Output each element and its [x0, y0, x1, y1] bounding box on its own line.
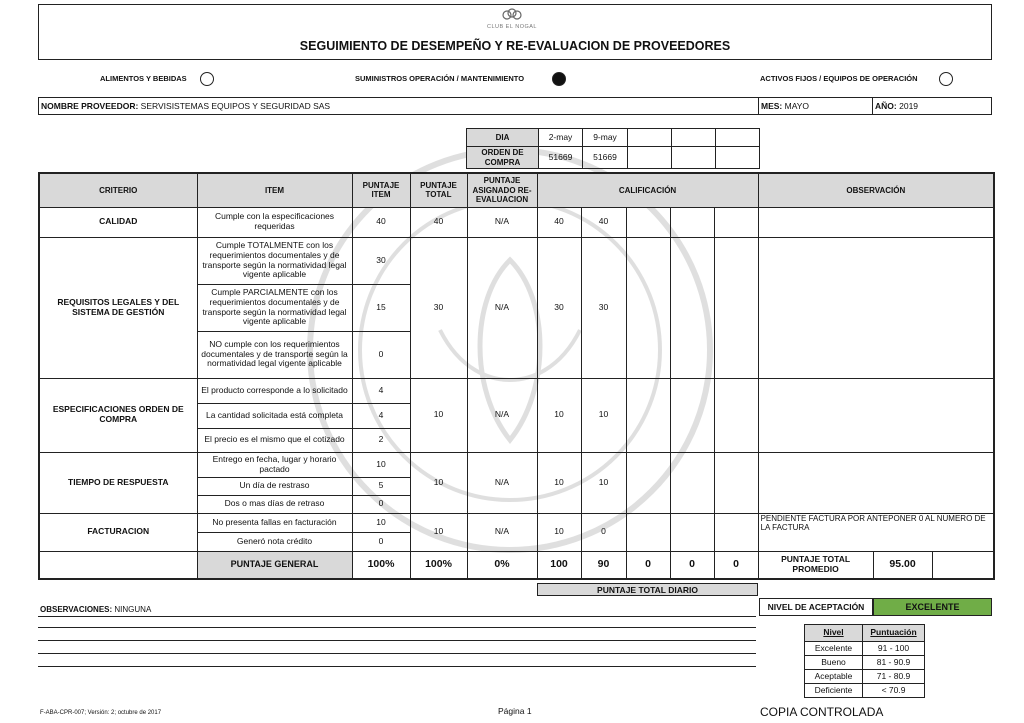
item-cell: Entrego en fecha, lugar y horario pactado	[197, 452, 352, 477]
col-criterio: CRITERIO	[39, 173, 197, 207]
col-observacion: OBSERVACIÓN	[758, 173, 994, 207]
criterio-especificaciones: ESPECIFICACIONES ORDEN DE COMPRA	[39, 378, 197, 452]
page-number: Página 1	[498, 706, 532, 716]
puntaje-item-cell: 15	[352, 284, 410, 331]
criterio-calidad: CALIDAD	[39, 207, 197, 237]
calificacion-cell	[670, 207, 714, 237]
dia-cell	[628, 129, 672, 147]
observacion-facturacion: PENDIENTE FACTURA POR ANTEPONER 0 AL NUMERO DE LA FACTURA	[758, 513, 994, 551]
puntaje-item-cell: 5	[352, 477, 410, 495]
calificacion-cell	[714, 513, 758, 551]
puntaje-item-cell: 40	[352, 207, 410, 237]
item-cell: Dos o mas días de retraso	[197, 495, 352, 513]
item-cell: No presenta fallas en facturación	[197, 513, 352, 532]
puntaje-item-cell: 0	[352, 331, 410, 378]
observaciones-label: OBSERVACIONES:	[40, 605, 113, 614]
observaciones-line	[38, 653, 756, 654]
puntaje-total-cell: 10	[410, 513, 467, 551]
criterio-legal: REQUISITOS LEGALES Y DEL SISTEMA DE GESTIÓN	[39, 237, 197, 378]
item-cell: Cumple PARCIALMENTE con los requerimientos documentales y de transporte según la normatividad legal vigente aplicable	[197, 284, 352, 331]
supplier-value: SERVISISTEMAS EQUIPOS Y SEGURIDAD SAS	[140, 101, 331, 111]
observacion-cell	[758, 207, 994, 237]
category-activos-label: ACTIVOS FIJOS / EQUIPOS DE OPERACIÓN	[760, 74, 918, 83]
year-label: AÑO:	[875, 101, 897, 111]
col-puntaje-total: PUNTAJE TOTAL	[410, 173, 467, 207]
level-name: Aceptable	[805, 670, 863, 684]
col-puntaje-reeval: PUNTAJE ASIGNADO RE-EVALUACION	[467, 173, 537, 207]
col-puntaje-item: PUNTAJE ITEM	[352, 173, 410, 207]
category-activos-radio[interactable]	[939, 72, 953, 86]
category-alimentos-label: ALIMENTOS Y BEBIDAS	[100, 74, 187, 83]
level-range: 81 - 90.9	[863, 656, 925, 670]
level-name: Deficiente	[805, 684, 863, 698]
level-name: Excelente	[805, 642, 863, 656]
month-value: MAYO	[784, 101, 810, 111]
puntaje-item-cell: 4	[352, 378, 410, 403]
item-cell: El producto corresponde a lo solicitado	[197, 378, 352, 403]
calificacion-cell: 10	[537, 452, 581, 513]
calificacion-cell	[626, 207, 670, 237]
general-calificacion: 90	[581, 551, 626, 579]
level-range: 91 - 100	[863, 642, 925, 656]
calificacion-cell	[626, 513, 670, 551]
item-cell: La cantidad solicitada está completa	[197, 403, 352, 428]
puntaje-item-cell: 2	[352, 428, 410, 452]
club-logo-text: CLUB EL NOGAL	[486, 24, 537, 30]
dates-table	[466, 128, 760, 169]
puntaje-item-cell: 30	[352, 237, 410, 284]
calificacion-cell	[626, 237, 670, 378]
reeval-cell: N/A	[467, 378, 537, 452]
reeval-cell: N/A	[467, 237, 537, 378]
orden-cell	[628, 147, 672, 169]
item-cell: Cumple con la especificaciones requeridas	[197, 207, 352, 237]
dia-label: DIA	[467, 129, 539, 147]
orden-label: ORDEN DE COMPRA	[467, 147, 539, 169]
category-suministros-radio[interactable]	[552, 72, 566, 86]
calificacion-cell: 30	[537, 237, 581, 378]
general-calificacion: 100	[537, 551, 581, 579]
general-calificacion: 0	[714, 551, 758, 579]
puntaje-item-cell: 4	[352, 403, 410, 428]
supplier-label: NOMBRE PROVEEDOR:	[41, 101, 139, 111]
orden-cell: 51669	[583, 147, 628, 169]
orden-cell	[716, 147, 760, 169]
calificacion-cell	[714, 452, 758, 513]
calificacion-cell	[626, 452, 670, 513]
calificacion-cell: 10	[581, 378, 626, 452]
dia-cell: 9-may	[583, 129, 628, 147]
criterio-tiempo: TIEMPO DE RESPUESTA	[39, 452, 197, 513]
aceptacion-value: EXCELENTE	[873, 598, 992, 616]
club-logo-icon	[500, 8, 524, 22]
col-calificacion: CALIFICACIÓN	[537, 173, 758, 207]
puntaje-total-cell: 30	[410, 237, 467, 378]
calificacion-cell: 10	[537, 513, 581, 551]
observacion-cell	[758, 378, 994, 452]
levels-header: Puntuación	[863, 625, 925, 642]
calificacion-cell: 40	[581, 207, 626, 237]
levels-header: Nivel	[805, 625, 863, 642]
evaluation-table	[38, 172, 995, 580]
level-range: < 70.9	[863, 684, 925, 698]
observaciones-field	[40, 605, 151, 614]
year-value: 2019	[899, 101, 919, 111]
observaciones-line	[38, 616, 756, 617]
month-field	[761, 101, 809, 111]
calificacion-cell	[626, 378, 670, 452]
puntaje-total-cell: 10	[410, 452, 467, 513]
level-name: Bueno	[805, 656, 863, 670]
puntaje-item-cell: 0	[352, 495, 410, 513]
calificacion-cell: 10	[537, 378, 581, 452]
item-cell: Un día de restraso	[197, 477, 352, 495]
puntaje-item-cell: 0	[352, 532, 410, 551]
puntaje-total-cell: 10	[410, 378, 467, 452]
general-calificacion: 0	[670, 551, 714, 579]
levels-table	[804, 624, 925, 698]
category-suministros-label: SUMINISTROS OPERACIÓN / MANTENIMIENTO	[355, 74, 525, 83]
calificacion-cell	[714, 207, 758, 237]
copia-controlada: COPIA CONTROLADA	[760, 705, 884, 719]
promedio-value: 95.00	[874, 552, 933, 578]
observacion-cell	[758, 452, 994, 513]
puntaje-general-label: PUNTAJE GENERAL	[197, 551, 352, 579]
reeval-cell: N/A	[467, 207, 537, 237]
observaciones-line	[38, 627, 756, 628]
general-reeval: 0%	[467, 551, 537, 579]
calificacion-cell	[670, 513, 714, 551]
month-label: MES:	[761, 101, 783, 111]
dia-cell: 2-may	[539, 129, 583, 147]
calificacion-cell	[670, 237, 714, 378]
orden-cell	[672, 147, 716, 169]
general-puntaje-item: 100%	[352, 551, 410, 579]
observaciones-value: NINGUNA	[114, 605, 152, 614]
criterio-facturacion: FACTURACION	[39, 513, 197, 551]
item-cell: El precio es el mismo que el cotizado	[197, 428, 352, 452]
puntaje-item-cell: 10	[352, 452, 410, 477]
calificacion-cell	[670, 378, 714, 452]
category-alimentos-radio[interactable]	[200, 72, 214, 86]
page-title: SEGUIMIENTO DE DESEMPEÑO Y RE-EVALUACION DE PROVEEDORES	[299, 39, 731, 53]
aceptacion-label: NIVEL DE ACEPTACIÓN	[759, 598, 873, 616]
dia-cell	[716, 129, 760, 147]
puntaje-item-cell: 10	[352, 513, 410, 532]
observaciones-line	[38, 640, 756, 641]
reeval-cell: N/A	[467, 513, 537, 551]
reeval-cell: N/A	[467, 452, 537, 513]
calificacion-cell	[714, 237, 758, 378]
year-field	[875, 101, 918, 111]
calificacion-cell: 40	[537, 207, 581, 237]
calificacion-cell	[670, 452, 714, 513]
dia-cell	[672, 129, 716, 147]
observaciones-line	[38, 666, 756, 667]
general-calificacion: 0	[626, 551, 670, 579]
form-code: F-ABA-CPR-007; Versión: 2; octubre de 2017	[40, 710, 162, 716]
item-cell: Cumple TOTALMENTE con los requerimientos documentales y de transporte según la normatividad legal vigente aplicable	[197, 237, 352, 284]
general-puntaje-total: 100%	[410, 551, 467, 579]
puntaje-diario-label: PUNTAJE TOTAL DIARIO	[537, 583, 758, 596]
supplier-field	[41, 101, 330, 111]
observacion-cell	[758, 237, 994, 378]
calificacion-cell: 0	[581, 513, 626, 551]
item-cell: NO cumple con los requerimientos documentales y de transporte según la normatividad legal vigente aplicable	[197, 331, 352, 378]
calificacion-cell: 10	[581, 452, 626, 513]
level-range: 71 - 80.9	[863, 670, 925, 684]
col-item: ITEM	[197, 173, 352, 207]
puntaje-total-cell: 40	[410, 207, 467, 237]
item-cell: Generó nota crédito	[197, 532, 352, 551]
orden-cell: 51669	[539, 147, 583, 169]
calificacion-cell	[714, 378, 758, 452]
promedio-label: PUNTAJE TOTAL PROMEDIO	[759, 552, 874, 578]
calificacion-cell: 30	[581, 237, 626, 378]
